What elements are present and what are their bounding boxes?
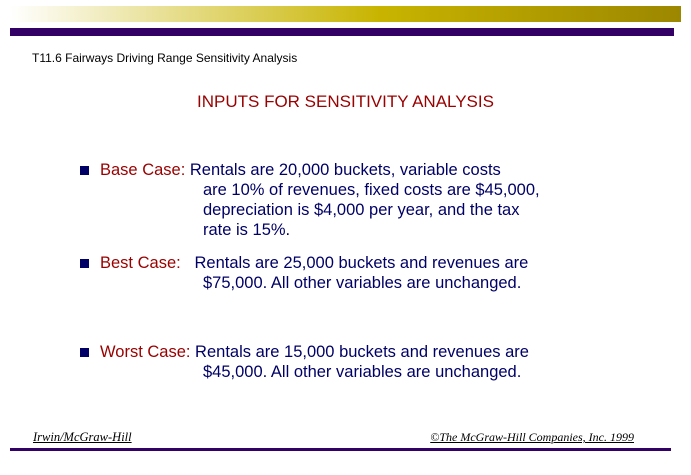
square-bullet-icon xyxy=(80,253,96,274)
best-case-item xyxy=(100,253,528,293)
square-bullet-shape xyxy=(80,259,89,268)
worst-case-item xyxy=(100,342,529,382)
best-case-line-2: $75,000. All other variables are unchanged. xyxy=(203,274,522,292)
square-bullet-shape xyxy=(80,166,89,175)
footer-publisher: Irwin/McGraw-Hill xyxy=(33,430,132,444)
footer-copyright: ©The McGraw-Hill Companies, Inc. 1999 xyxy=(430,430,634,444)
base-case-line-4: rate is 15%. xyxy=(203,221,291,239)
footer-rule xyxy=(10,448,671,451)
worst-case-label: Worst Case: xyxy=(100,343,191,361)
base-case-line-3: depreciation is $4,000 per year, and the tax xyxy=(203,201,520,219)
base-case-line-1: Rentals are 20,000 buckets, variable costs xyxy=(185,161,501,179)
base-case-item xyxy=(100,160,540,240)
base-case-line-2: are 10% of revenues, fixed costs are $45,000, xyxy=(203,181,540,199)
slide-heading: INPUTS FOR SENSITIVITY ANALYSIS xyxy=(197,92,494,111)
worst-case-line-1: Rentals are 15,000 buckets and revenues are xyxy=(190,343,529,361)
worst-case-line-2: $45,000. All other variables are unchanged. xyxy=(203,363,522,381)
slide-header: T11.6 Fairways Driving Range Sensitivity Analysis xyxy=(32,51,298,65)
base-case-label: Base Case: xyxy=(100,161,186,179)
best-case-label: Best Case: xyxy=(100,254,181,272)
header-rule xyxy=(10,28,674,36)
top-gradient-bar xyxy=(10,6,681,22)
square-bullet-icon xyxy=(80,160,96,181)
best-case-line-1: Rentals are 25,000 buckets and revenues are xyxy=(180,254,529,272)
square-bullet-shape xyxy=(80,348,89,357)
square-bullet-icon xyxy=(80,342,96,363)
